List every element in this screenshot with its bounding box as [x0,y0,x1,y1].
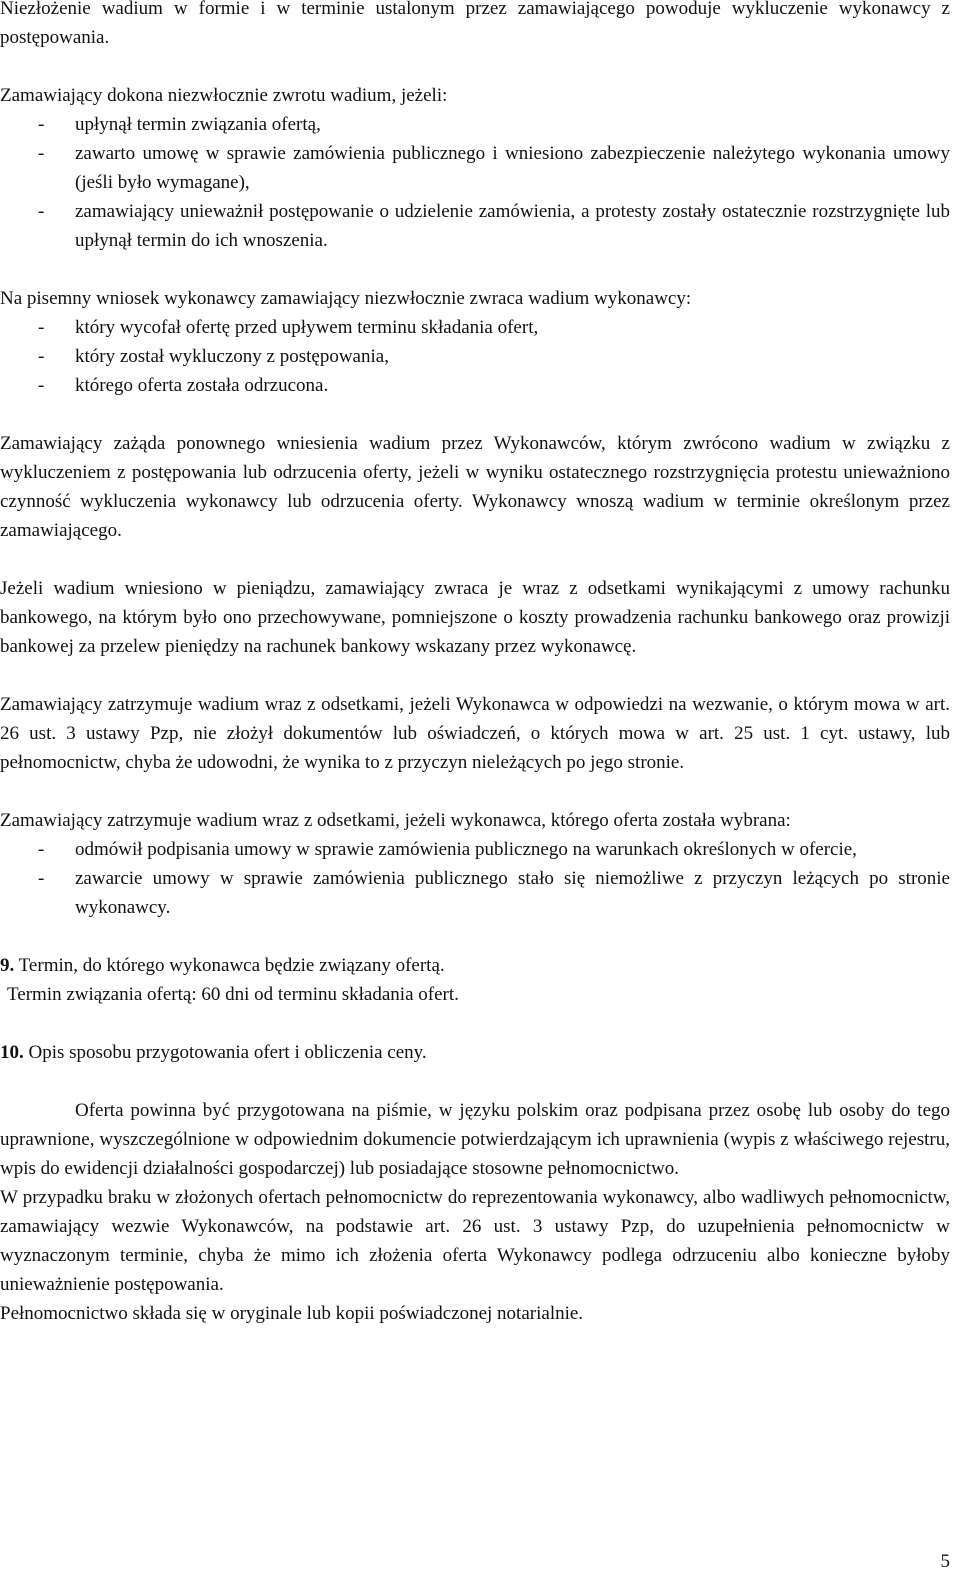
paragraph-intro: Zamawiający dokona niezwłocznie zwrotu wadium, jeżeli: [0,85,448,106]
paragraph-notarial-copy: Pełnomocnictwo składa się w oryginale lub kopii poświadczonej notarialnie. [0,1303,584,1324]
list-item: - upłynął termin związania ofertą, [38,114,321,135]
paragraph-intro: Na pisemny wniosek wykonawcy zamawiający niezwłocznie zwraca wadium wykonawcy: [0,288,692,309]
list-item: - zawarcie umowy w sprawie zamówienia publicznego stało się niemożliwe z przyczyn leżących po stronie wykonawcy. [38,868,950,918]
bullet-list [0,110,950,255]
paragraph-offer-form: Oferta powinna być przygotowana na piśmie, w języku polskim oraz podpisana przez osobę lub osoby do tego uprawnione, wyszczególnione w odpowiednim dokumencie potwierdzającym ich uprawnienia (wypis z właściwego rejestru, wpis do ewidencji działalności gospodarczej) lub posiadające stosowne pełnomocnictwo. [0,1100,950,1179]
section-wadium-retention-selected [0,806,950,922]
paragraph-intro: Zamawiający zatrzymuje wadium wraz z odsetkami, jeżeli wykonawca, którego oferta została wybrana: [0,810,791,831]
section-wadium-return [0,81,950,255]
bullet-list [0,313,950,400]
section-9 [0,951,950,1009]
bullet-list [0,835,950,922]
section-heading [0,1038,950,1067]
section-title: Opis sposobu przygotowania ofert i obliczenia ceny. [23,1042,427,1063]
list-item: - który został wykluczony z postępowania, [38,346,389,367]
page-number: 5 [940,1551,950,1572]
list-item: - którego oferta została odrzucona. [38,375,329,396]
paragraph-wadium-retention: Zamawiający zatrzymuje wadium wraz z odsetkami, jeżeli Wykonawca w odpowiedzi na wezwanie, o którym mowa w art. 26 ust. 3 ustawy Pzp, nie złożył dokumentów lub oświadczeń, o których mowa w art. 25 ust. 1 cyt. ustawy, lub pełnomocnictw, chyba że udowodni, że wynika to z przyczyn nieleżących po jego stronie. [0,694,950,773]
section-title: Termin, do którego wykonawca będzie związany ofertą. [14,955,445,976]
paragraph-power-of-attorney: W przypadku braku w złożonych ofertach pełnomocnictw do reprezentowania wykonawcy, albo wadliwych pełnomocnictw, zamawiający wezwie Wykonawców, na podstawie art. 26 ust. 3 ustawy Pzp, do uzupełnienia pełnomocnictw w wyznaczonym terminie, chyba że mimo ich złożenia oferta Wykonawcy podlega odrzuceniu albo konieczne byłoby unieważnienie postępowania. [0,1187,950,1295]
section-number: 10. [0,1042,24,1063]
section-written-request [0,284,950,400]
section-number: 9. [0,955,15,976]
paragraph-wadium-reinstatement: Zamawiający zażąda ponownego wniesienia wadium przez Wykonawców, którym zwrócono wadium w związku z wykluczeniem z postępowania lub odrzucenia oferty, jeżeli w wyniku ostatecznego rozstrzygnięcia protestu unieważniono czynność wykluczenia wykonawcy lub odrzucenia oferty. Wykonawcy wnoszą wadium w terminie określonym przez zamawiającego. [0,433,950,541]
section-10 [0,1038,950,1328]
list-item: - odmówił podpisania umowy w sprawie zamówienia publicznego na warunkach określonych w ofercie, [38,839,857,860]
paragraph-wadium-exclusion: Niezłożenie wadium w formie i w terminie ustalonym przez zamawiającego powoduje wykluczenie wykonawcy z postępowania. [0,0,950,48]
section-heading [0,951,950,980]
list-item: - zamawiający unieważnił postępowanie o udzielenie zamówienia, a protesty zostały ostatecznie rozstrzygnięte lub upłynął termin do ich wnoszenia. [38,201,950,251]
list-item: - zawarto umowę w sprawie zamówienia publicznego i wniesiono zabezpieczenie należytego wykonania umowy (jeśli było wymagane), [38,143,950,193]
list-item: - który wycofał ofertę przed upływem terminu składania ofert, [38,317,539,338]
paragraph-validity-period: Termin związania ofertą: 60 dni od terminu składania ofert. [7,984,459,1005]
paragraph-wadium-cash: Jeżeli wadium wniesiono w pieniądzu, zamawiający zwraca je wraz z odsetkami wynikającymi z umowy rachunku bankowego, na którym było ono przechowywane, pomniejszone o koszty prowadzenia rachunku bankowego oraz prowizji bankowej za przelew pieniędzy na rachunek bankowy wskazany przez wykonawcę. [0,578,950,657]
